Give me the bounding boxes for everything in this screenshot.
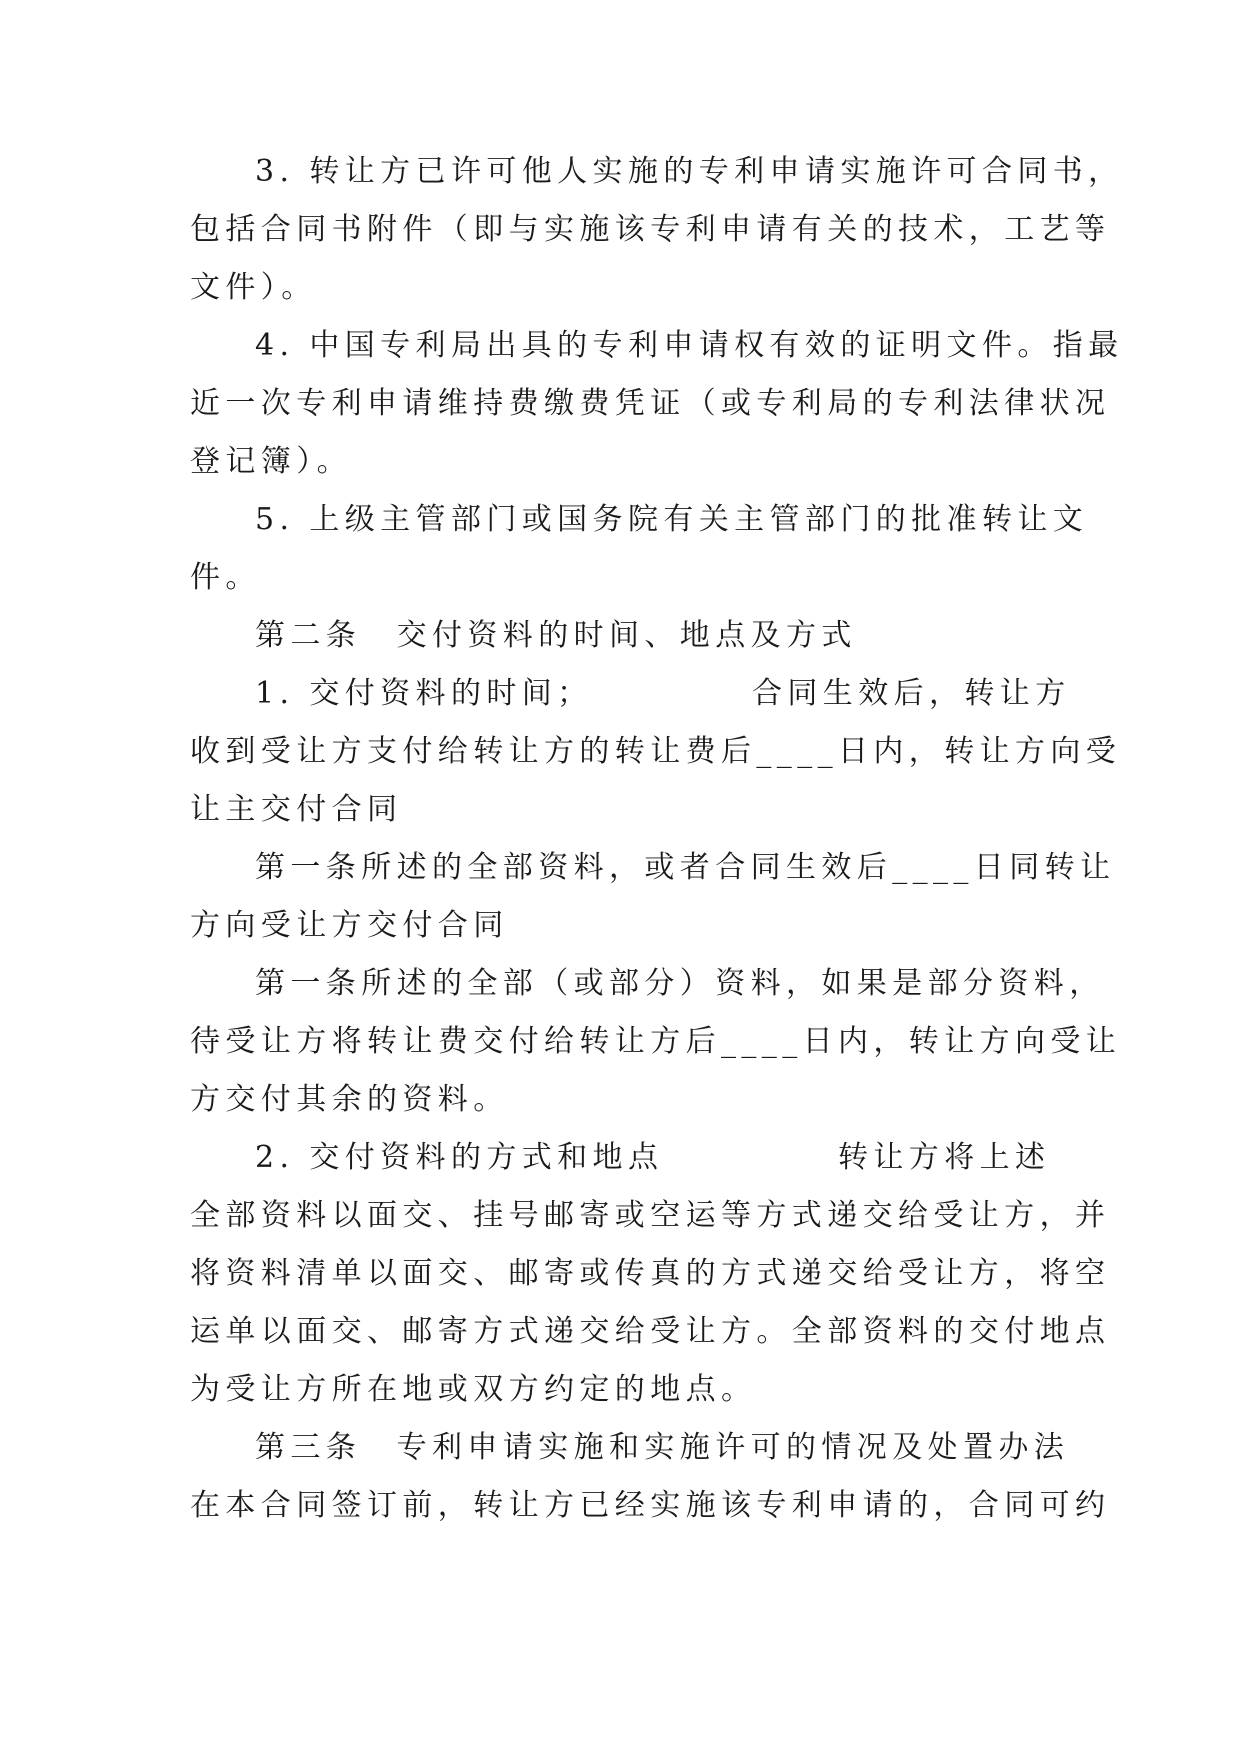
text-line: 登记簿）。 (190, 444, 352, 479)
text-line: 转让方将上述 (838, 1140, 1051, 1175)
text-line: 方向受让方交付合同 (190, 908, 509, 943)
text-line: 运单以面交、邮寄方式递交给受让方。全部资料的交付地点 (190, 1314, 1111, 1349)
text-line: 为受让方所在地或双方约定的地点。 (190, 1372, 757, 1407)
text-line: 收到受让方支付给转让方的转让费后____日内，转让方向受 (190, 734, 1122, 769)
text-line: 近一次专利申请维持费缴费凭证（或专利局的专利法律状况 (190, 386, 1111, 421)
text-line: 第一条所述的全部（或部分）资料，如果是部分资料， (255, 966, 1105, 1001)
text-line: 合同生效后，转让方 (752, 676, 1071, 711)
text-line: 3. 转让方已许可他人实施的专利申请实施许可合同书， (255, 154, 1124, 189)
text-line: 将资料清单以面交、邮寄或传真的方式递交给受让方，将空 (190, 1256, 1111, 1291)
section-heading: 第三条 专利申请实施和实施许可的情况及处置办法 (255, 1430, 1070, 1465)
text-line: 5. 上级主管部门或国务院有关主管部门的批准转让文 (255, 502, 1089, 537)
text-line: 待受让方将转让费交付给转让方后____日内，转让方向受让 (190, 1024, 1122, 1059)
text-line: 全部资料以面交、挂号邮寄或空运等方式递交给受让方，并 (190, 1198, 1111, 1233)
text-line: 2. 交付资料的方式和地点 (255, 1140, 664, 1175)
text-line: 在本合同签订前，转让方已经实施该专利申请的，合同可约 (190, 1488, 1111, 1523)
text-line: 件。 (190, 560, 261, 595)
text-line: 第一条所述的全部资料，或者合同生效后____日同转让 (255, 850, 1116, 885)
text-line: 1. 交付资料的时间； (255, 676, 593, 711)
section-heading: 第二条 交付资料的时间、地点及方式 (255, 618, 857, 653)
text-line: 让主交付合同 (190, 792, 403, 827)
text-line: 包括合同书附件（即与实施该专利申请有关的技术，工艺等 (190, 212, 1111, 247)
text-line: 4. 中国专利局出具的专利申请权有效的证明文件。指最 (255, 328, 1124, 363)
text-line: 文件）。 (190, 270, 317, 305)
text-line: 方交付其余的资料。 (190, 1082, 509, 1117)
